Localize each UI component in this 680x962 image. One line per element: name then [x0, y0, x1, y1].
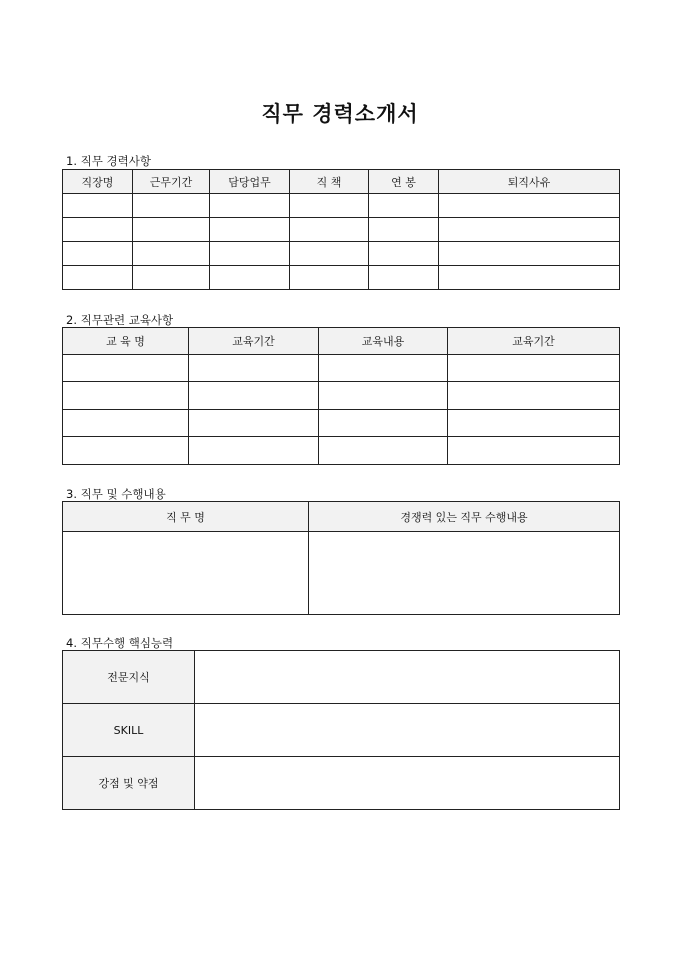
career-header-leave-reason: 퇴직사유 [439, 170, 620, 194]
career-cell[interactable] [439, 242, 620, 266]
career-cell[interactable] [369, 194, 439, 218]
table-row [63, 355, 620, 382]
education-cell[interactable] [319, 437, 448, 465]
duty-performance-cell[interactable] [309, 532, 620, 615]
section4-label: 4. 직무수행 핵심능력 [66, 636, 174, 650]
table-row [63, 410, 620, 437]
career-cell[interactable] [210, 242, 290, 266]
table-row [63, 382, 620, 410]
career-header-duty: 담당업무 [210, 170, 290, 194]
career-header-company: 직장명 [63, 170, 133, 194]
education-cell[interactable] [189, 382, 319, 410]
table-row [63, 704, 620, 757]
table-row [63, 194, 620, 218]
table-row [63, 218, 620, 242]
career-cell[interactable] [210, 266, 290, 290]
career-cell[interactable] [290, 242, 369, 266]
education-header-name: 교 육 명 [63, 328, 189, 355]
career-header-period: 근무기간 [133, 170, 210, 194]
education-cell[interactable] [63, 355, 189, 382]
career-cell[interactable] [133, 266, 210, 290]
table-row [63, 651, 620, 704]
education-cell[interactable] [448, 410, 620, 437]
career-cell[interactable] [63, 242, 133, 266]
duty-name-cell[interactable] [63, 532, 309, 615]
education-cell[interactable] [63, 437, 189, 465]
career-cell[interactable] [439, 194, 620, 218]
table-row [63, 757, 620, 810]
competency-knowledge-cell[interactable] [195, 651, 620, 704]
education-cell[interactable] [319, 355, 448, 382]
education-cell[interactable] [448, 437, 620, 465]
education-cell[interactable] [189, 410, 319, 437]
career-cell[interactable] [133, 242, 210, 266]
career-cell[interactable] [439, 218, 620, 242]
competency-skill-cell[interactable] [195, 704, 620, 757]
career-cell[interactable] [63, 218, 133, 242]
career-cell[interactable] [369, 266, 439, 290]
career-cell[interactable] [133, 218, 210, 242]
competency-label-knowledge: 전문지식 [63, 651, 195, 704]
career-cell[interactable] [290, 218, 369, 242]
education-cell[interactable] [63, 382, 189, 410]
education-header-content: 교육내용 [319, 328, 448, 355]
education-cell[interactable] [448, 355, 620, 382]
career-cell[interactable] [133, 194, 210, 218]
section1-label: 1. 직무 경력사항 [66, 154, 151, 168]
duty-header-performance: 경쟁력 있는 직무 수행내용 [309, 502, 620, 532]
career-cell[interactable] [210, 194, 290, 218]
career-header-position: 직 책 [290, 170, 369, 194]
education-header-period-2: 교육기간 [448, 328, 620, 355]
education-cell[interactable] [189, 355, 319, 382]
education-cell[interactable] [63, 410, 189, 437]
career-cell[interactable] [290, 194, 369, 218]
competency-label-strengths-weaknesses: 강점 및 약점 [63, 757, 195, 810]
table-row [63, 242, 620, 266]
table-row [63, 266, 620, 290]
education-cell[interactable] [319, 410, 448, 437]
career-cell[interactable] [63, 266, 133, 290]
table-row [63, 437, 620, 465]
duty-table [62, 501, 620, 615]
career-cell[interactable] [369, 218, 439, 242]
career-cell[interactable] [369, 242, 439, 266]
table-row [63, 532, 620, 615]
education-cell[interactable] [189, 437, 319, 465]
competency-strengths-cell[interactable] [195, 757, 620, 810]
education-table [62, 327, 620, 465]
core-competency-table [62, 650, 620, 810]
career-cell[interactable] [439, 266, 620, 290]
career-cell[interactable] [210, 218, 290, 242]
section2-label: 2. 직무관련 교육사항 [66, 313, 174, 327]
career-cell[interactable] [290, 266, 369, 290]
career-table [62, 169, 620, 290]
duty-header-name: 직 무 명 [63, 502, 309, 532]
career-cell[interactable] [63, 194, 133, 218]
education-header-period: 교육기간 [189, 328, 319, 355]
document-title: 직무 경력소개서 [261, 102, 419, 126]
education-cell[interactable] [319, 382, 448, 410]
career-header-salary: 연 봉 [369, 170, 439, 194]
competency-label-skill: SKILL [63, 704, 195, 757]
education-cell[interactable] [448, 382, 620, 410]
section3-label: 3. 직무 및 수행내용 [66, 487, 166, 501]
